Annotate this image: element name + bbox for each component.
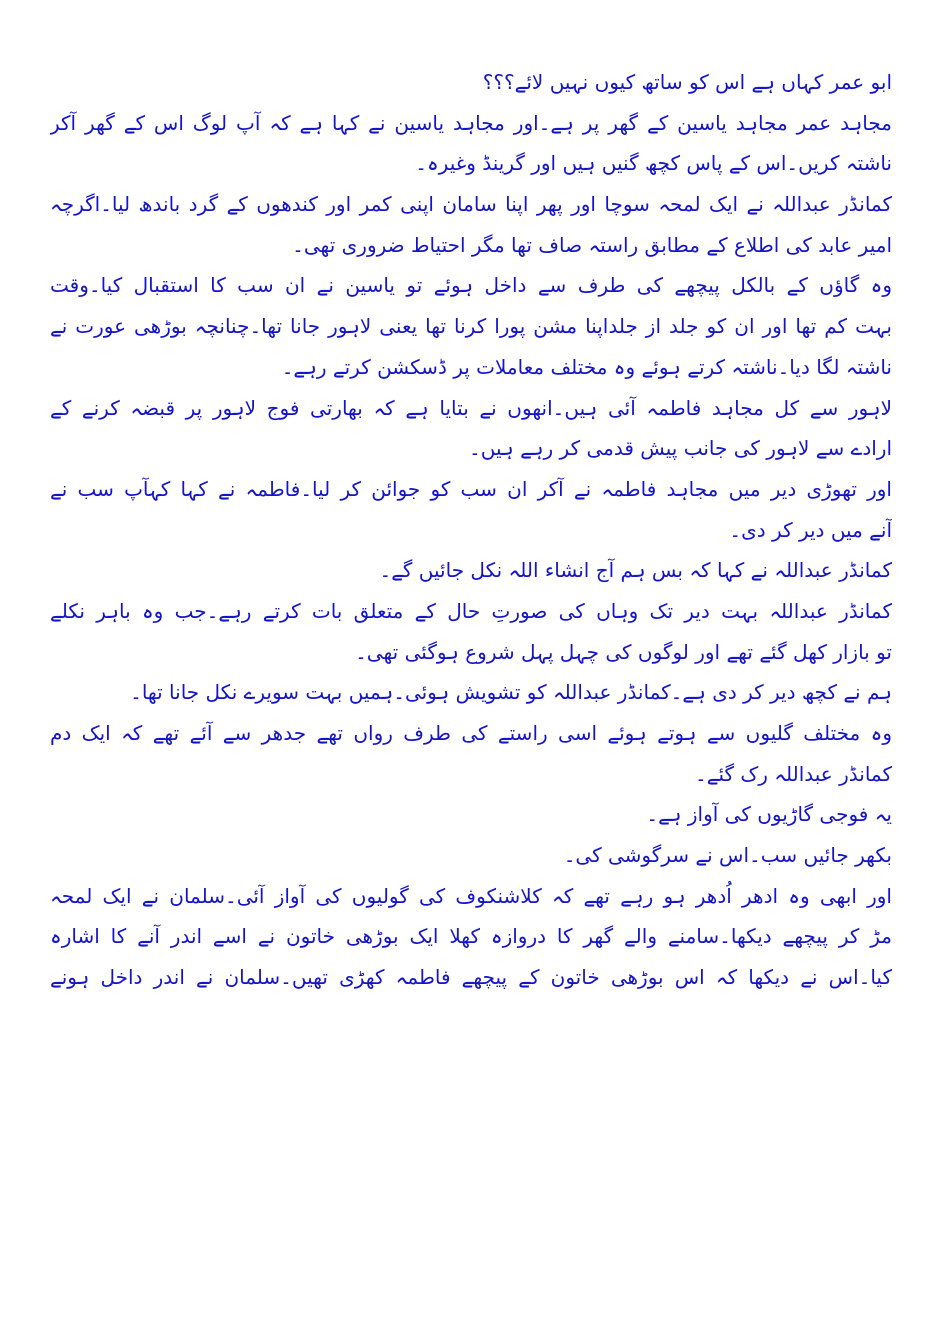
text-line-20: بکھر جائیں سب۔اس نے سرگوشی کی۔ xyxy=(563,843,892,868)
text-line-13: کمانڈر عبداللہ نے کہا کہ بس ہم آج انشاء اللہ نکل جائیں گے۔ xyxy=(379,558,892,583)
text-line-19: یہ فوجی گاڑیوں کی آواز ہے۔ xyxy=(646,802,892,827)
text-line-1: ابو عمر کہاں ہے اس کو ساتھ کیوں نہیں لائے؟؟؟ xyxy=(482,70,892,94)
text-line-21: اور ابھی وہ ادھر اُدھر ہو رہے تھے کہ کلاشنکوف کی گولیوں کی آواز آئی۔سلمان نے ایک لمحہ xyxy=(50,883,892,908)
text-line-15: تو بازار کھل گئے تھے اور لوگوں کی چہل پہل شروع ہوگئی تھی۔ xyxy=(355,639,892,664)
text-line-22: مڑ کر پیچھے دیکھا۔سامنے والے گھر کا دروازہ کھلا ایک بوڑھی خاتون نے اسے اندر آنے کا اشارہ xyxy=(50,924,892,949)
text-line-3: ناشتہ کریں۔اس کے پاس کچھ گنیں ہیں اور گرینڈ وغیرہ۔ xyxy=(415,151,892,176)
text-line-10: ارادے سے لاہور کی جانب پیش قدمی کر رہے ہیں۔ xyxy=(469,436,892,461)
text-line-11: اور تھوڑی دیر میں مجاہد فاطمہ نے آکر ان سب کو جوائن کر لیا۔فاطمہ نے کہا کہآپ سب نے xyxy=(50,476,892,501)
text-line-6: وہ گاؤں کے بالکل پیچھے کی طرف سے داخل ہوئے تو یاسین نے ان سب کا استقبال کیا۔وقت xyxy=(50,273,892,298)
text-line-16: ہم نے کچھ دیر کر دی ہے۔کمانڈر عبداللہ کو تشویش ہوئی۔ہمیں بہت سویرے نکل جانا تھا۔ xyxy=(130,680,892,705)
text-line-23: کیا۔اس نے دیکھا کہ اس بوڑھی خاتون کے پیچھے فاطمہ کھڑی تھیں۔سلمان نے اندر داخل ہونے xyxy=(50,965,892,990)
text-line-18: کمانڈر عبداللہ رک گئے۔ xyxy=(695,761,892,786)
text-line-7: بہت کم تھا اور ان کو جلد از جلداپنا مشن پورا کرنا تھا یعنی لاہور جانا تھا۔چنانچہ بوڑھی عورت نے xyxy=(50,314,892,339)
text-line-17: وہ مختلف گلیوں سے ہوتے ہوئے اسی راستے کی طرف رواں تھے جدھر سے آئے تھے کہ ایک دم xyxy=(50,721,892,745)
text-line-2: مجاہد عمر مجاہد یاسین کے گھر پر ہے۔اور مجاہد یاسین نے کہا ہے کہ آپ لوگ اس کے گھر آکر xyxy=(50,110,892,135)
text-line-9: لاہور سے کل مجاہد فاطمہ آئی ہیں۔انھوں نے بتایا ہے کہ بھارتی فوج لاہور پر قبضہ کرنے کے xyxy=(50,395,892,420)
text-line-12: آنے میں دیر کر دی۔ xyxy=(729,517,892,542)
text-line-4: کمانڈر عبداللہ نے ایک لمحہ سوچا اور پھر اپنا سامان اپنی کمر اور کندھوں کے گرد باندھ لیا۔اگرچہ xyxy=(50,192,892,217)
text-line-14: کمانڈر عبداللہ بہت دیر تک وہاں کی صورتِ حال کے متعلق بات کرتے رہے۔جب وہ باہر نکلے xyxy=(50,598,892,623)
text-line-8: ناشتہ لگا دیا۔ناشتہ کرتے ہوئے وہ مختلف معاملات پر ڈسکشن کرتے رہے۔ xyxy=(281,354,892,379)
text-line-5: امیر عابد کی اطلاع کے مطابق راستہ صاف تھا مگر احتیاط ضروری تھی۔ xyxy=(292,232,892,257)
story-text xyxy=(50,62,892,998)
